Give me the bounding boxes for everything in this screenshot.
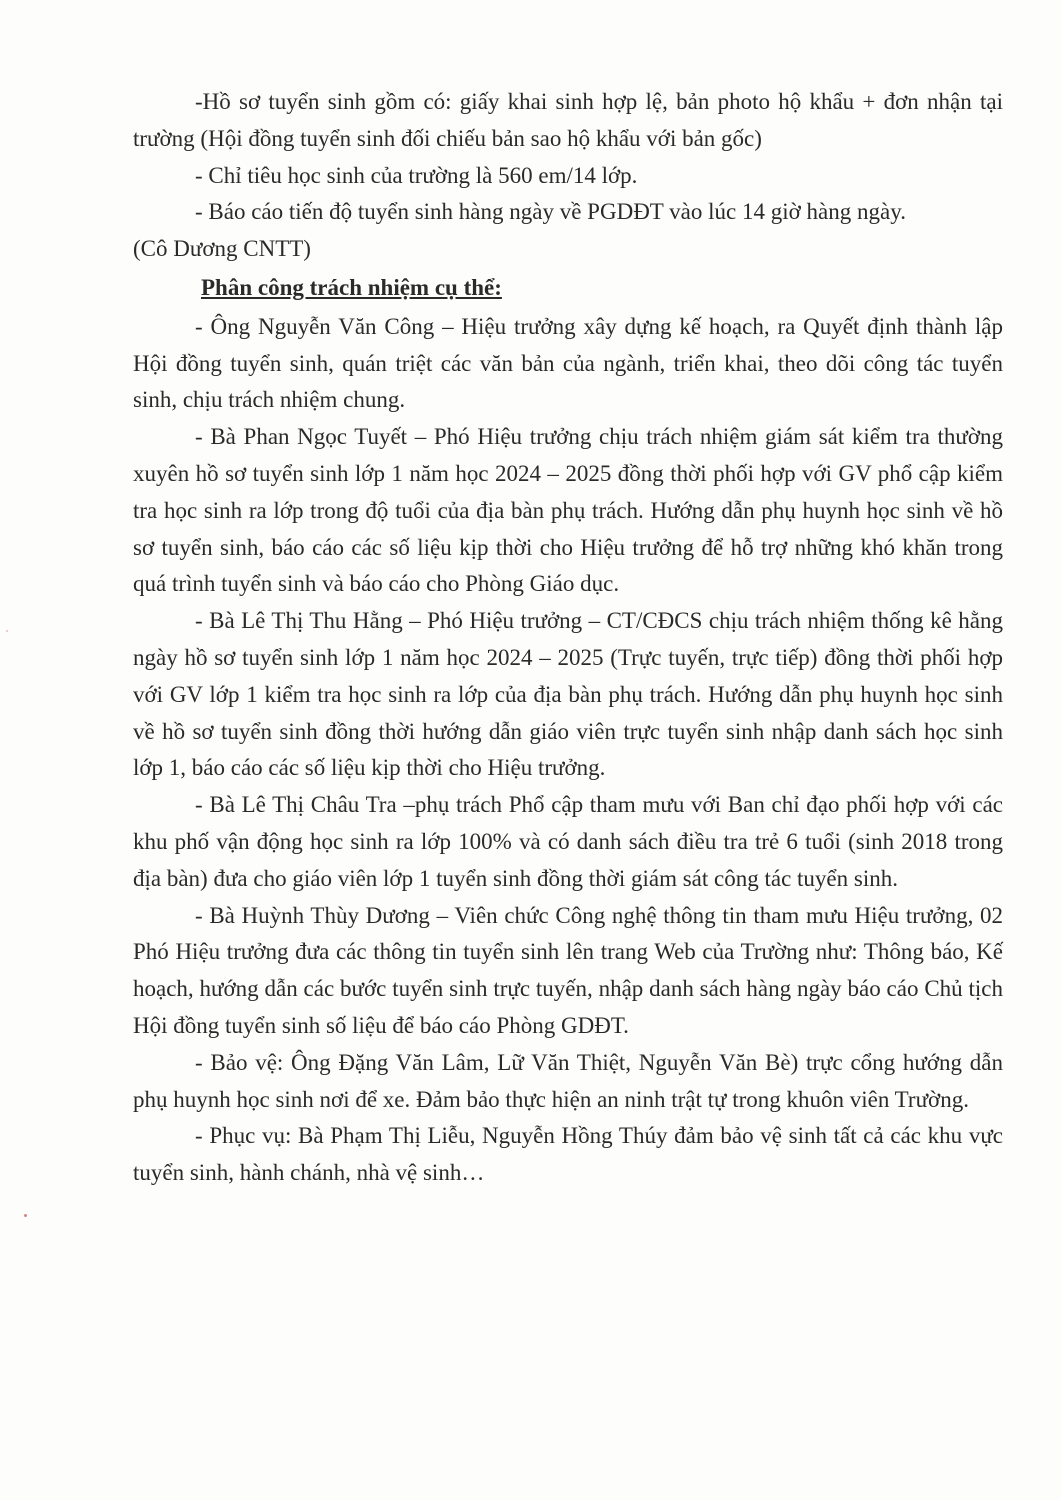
paragraph-principal-duty: - Ông Nguyễn Văn Công – Hiệu trưởng xây dựng kế hoạch, ra Quyết định thành lập Hội đồng tuyển sinh, quán triệt các văn bản của ngành, triển khai, theo dõi công tác tuyển sinh, chịu trách nhiệm chung.	[133, 313, 1003, 413]
paragraph-vice-principal-tuyet-duty: - Bà Phan Ngọc Tuyết – Phó Hiệu trưởng chịu trách nhiệm giám sát kiểm tra thường xuyên hồ sơ tuyển sinh lớp 1 năm học 2024 – 2025 đồng thời phối hợp với GV phổ cập kiểm tra học sinh ra lớp trong độ tuổi của địa bàn phụ trách. Hướng dẫn phụ huynh học sinh về hồ sơ tuyển sinh, báo cáo các số liệu kịp thời cho Hiệu trưởng để hỗ trợ những khó khăn trong quá trình tuyển sinh và báo cáo cho Phòng Giáo dục.	[133, 424, 1003, 597]
paragraph-student-quota: - Chỉ tiêu học sinh của trường là 560 em/14 lớp.	[195, 162, 638, 188]
paragraph-it-duong-duty: - Bà Huỳnh Thùy Dương – Viên chức Công nghệ thông tin tham mưu Hiệu trưởng, 02 Phó Hiệu trưởng đưa các thông tin tuyển sinh lên trang Web của Trường như: Thông báo, Kế hoạch, hướng dẫn các bước tuyển sinh trực tuyến, nhập danh sách hàng ngày báo cáo Chủ tịch Hội đồng tuyển sinh số liệu để báo cáo Phòng GDĐT.	[133, 902, 1003, 1038]
paragraph-enrollment-documents: -Hồ sơ tuyển sinh gồm có: giấy khai sinh hợp lệ, bản photo hộ khẩu + đơn nhận tại trường (Hội đồng tuyển sinh đối chiếu bản sao hộ khẩu với bản gốc)	[133, 89, 1003, 151]
paragraph-vice-principal-hang-duty: - Bà Lê Thị Thu Hằng – Phó Hiệu trưởng – CT/CĐCS chịu trách nhiệm thống kê hằng ngày hồ sơ tuyển sinh lớp 1 năm học 2024 – 2025 (Trực tuyến, trực tiếp) đồng thời phối hợp với GV lớp 1 kiểm tra học sinh ra lớp của địa bàn phụ trách. Hướng dẫn phụ huynh học sinh về hồ sơ tuyển sinh đồng thời hướng dẫn giáo viên trực tuyển sinh nhập danh sách học sinh lớp 1, báo cáo các số liệu kịp thời cho Hiệu trưởng.	[133, 608, 1003, 781]
scan-speck	[24, 1214, 27, 1217]
document-body	[133, 84, 1003, 1192]
section-heading-responsibilities: Phân công trách nhiệm cụ thể:	[201, 274, 502, 300]
scan-speck	[6, 630, 8, 632]
paragraph-daily-report: - Báo cáo tiến độ tuyển sinh hàng ngày về PGDĐT vào lúc 14 giờ hàng ngày.	[195, 199, 906, 225]
paragraph-service-staff-duty: - Phục vụ: Bà Phạm Thị Liễu, Nguyễn Hồng Thúy đảm bảo vệ sinh tất cả các khu vực tuyển sinh, hành chánh, nhà vệ sinh…	[133, 1123, 1003, 1186]
paragraph-universalization-tra-duty: - Bà Lê Thị Châu Tra –phụ trách Phổ cập tham mưu với Ban chỉ đạo phối hợp với các khu phố vận động học sinh ra lớp 100% và có danh sách điều tra trẻ 6 tuổi (sinh 2018 trong địa bàn) đưa cho giáo viên lớp 1 tuyển sinh đồng thời giám sát công tác tuyển sinh.	[133, 792, 1003, 891]
paragraph-security-duty: - Bảo vệ: Ông Đặng Văn Lâm, Lữ Văn Thiệt, Nguyễn Văn Bè) trực cổng hướng dẫn phụ huynh học sinh nơi để xe. Đảm bảo thực hiện an ninh trật tự trong khuôn viên Trường.	[133, 1049, 1003, 1112]
paragraph-report-contact: (Cô Dương CNTT)	[133, 236, 311, 262]
